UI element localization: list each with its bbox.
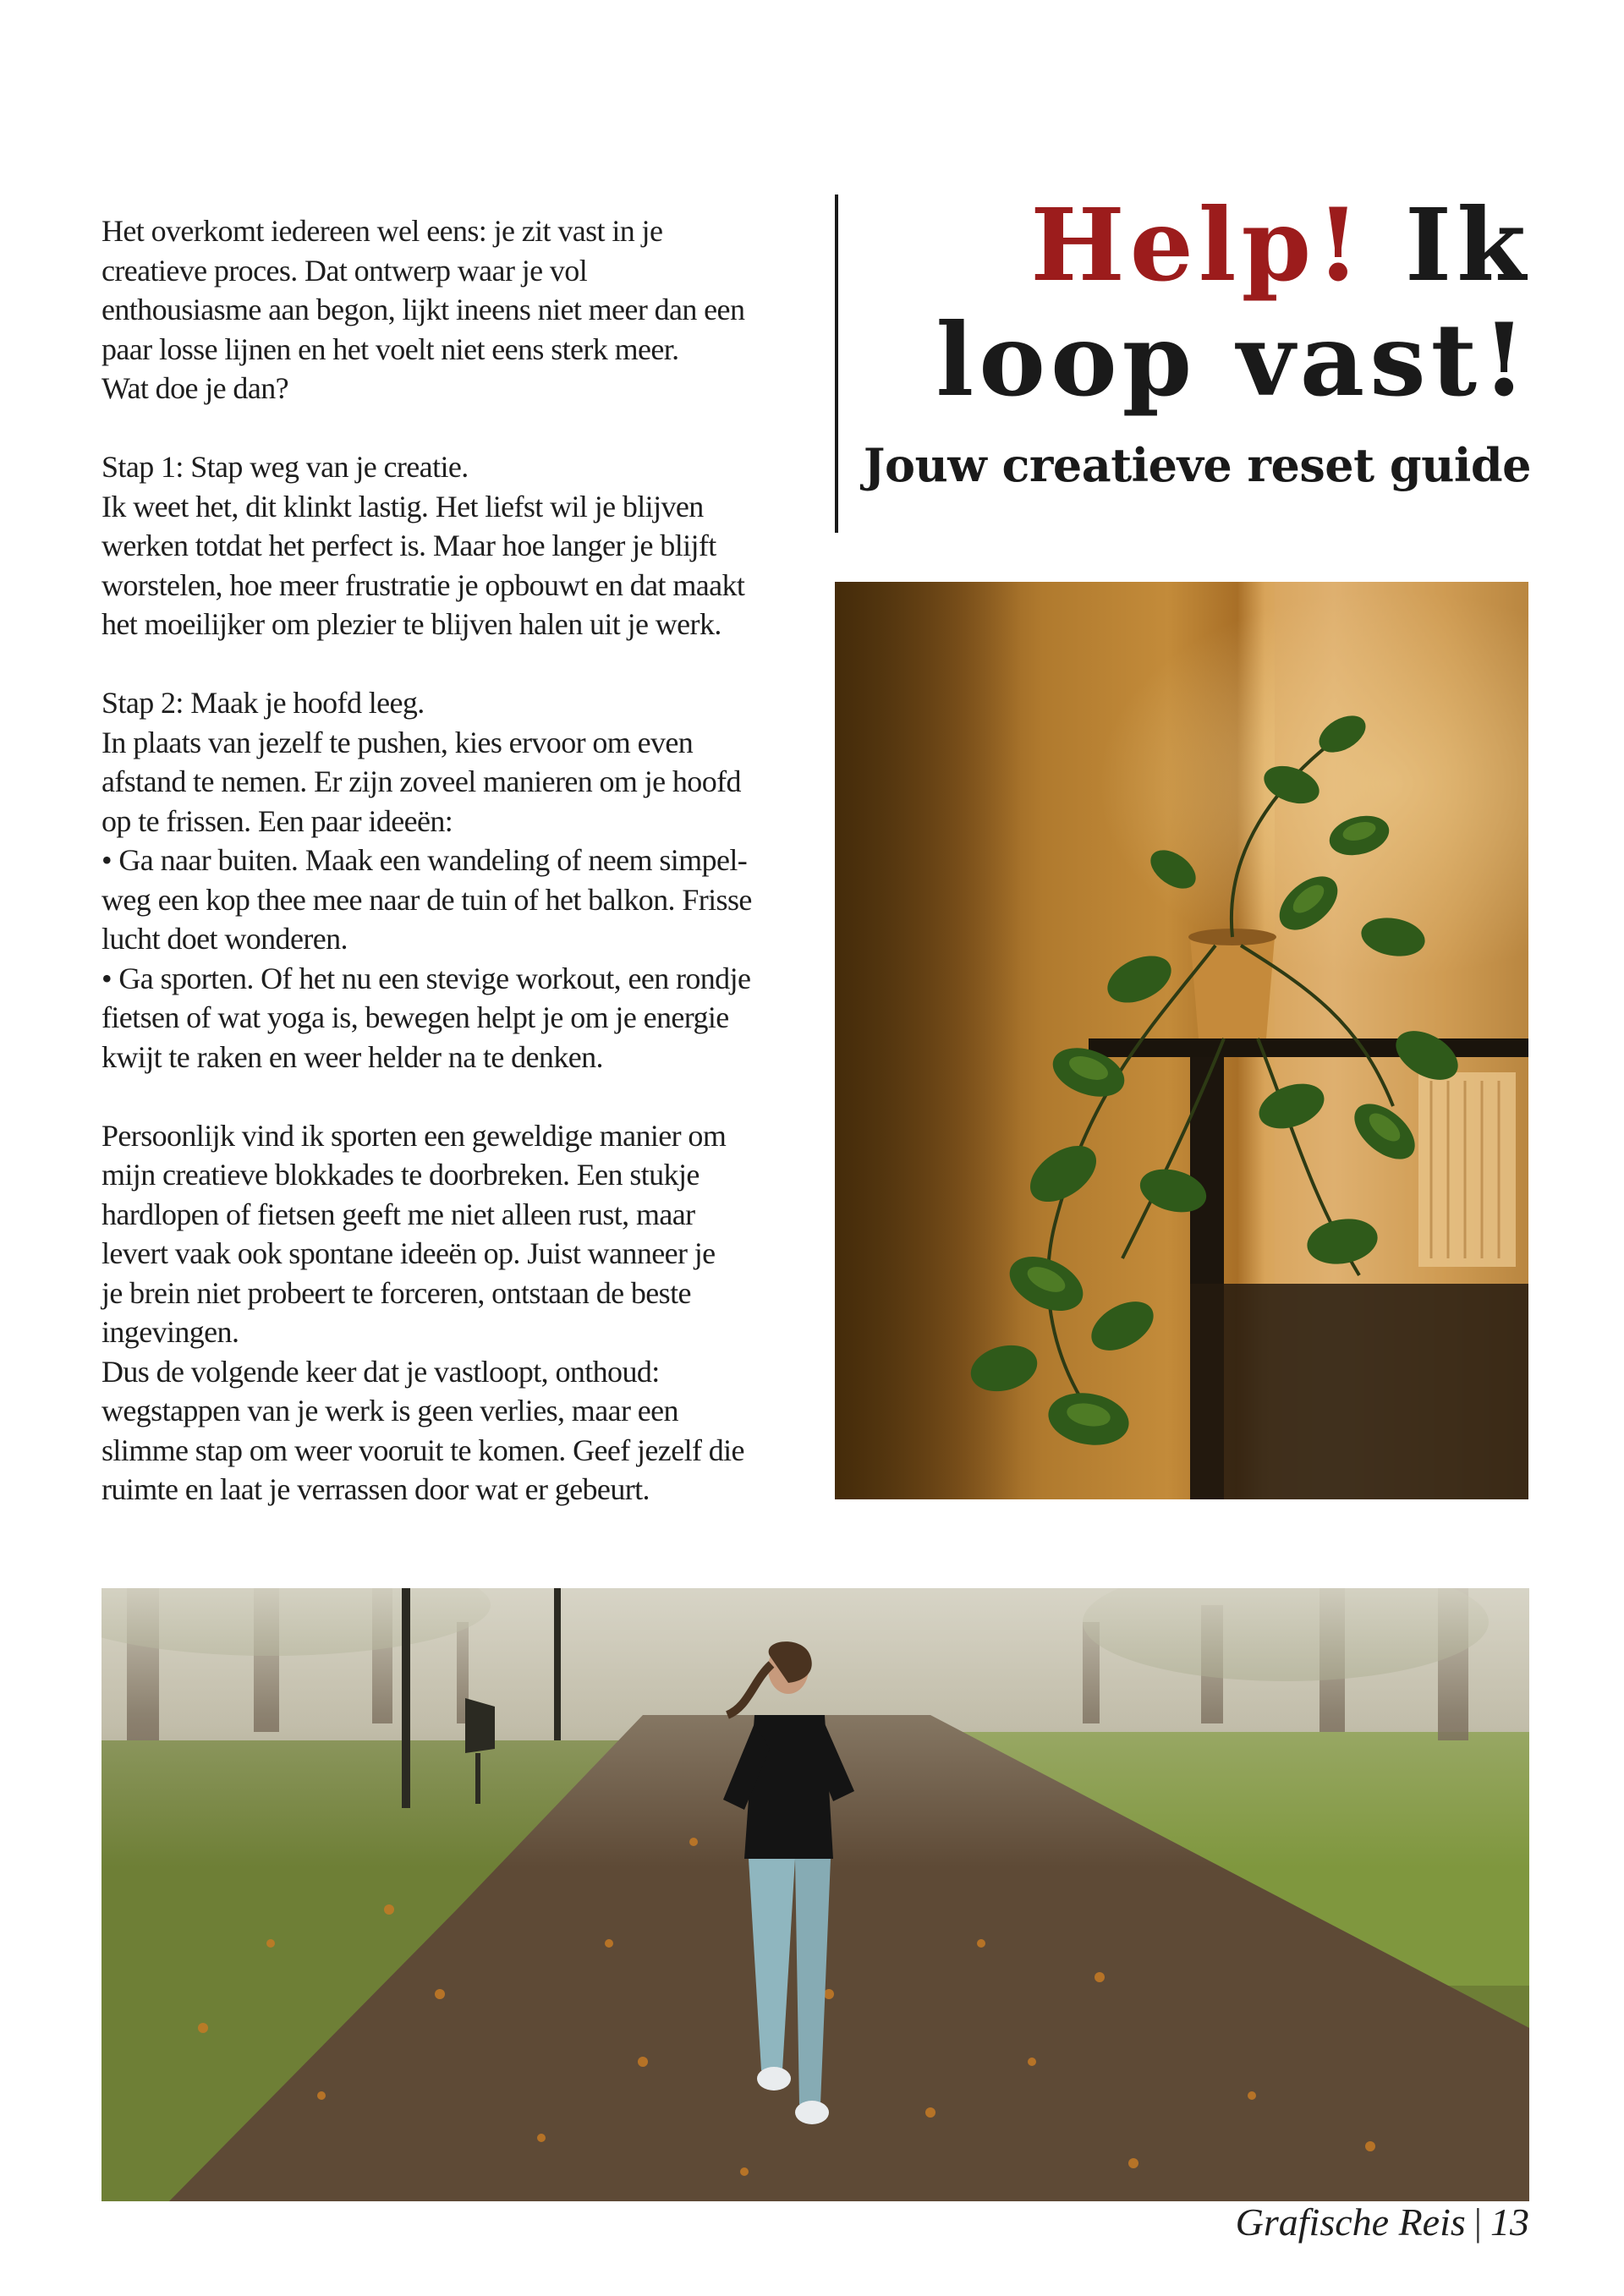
text-line: afstand te nemen. Er zijn zoveel manieren om je hoofd [102, 764, 741, 798]
text-line: fietsen of wat yoga is, bewegen helpt je om je energie [102, 1000, 729, 1034]
text-line: op te frissen. Een paar ideeën: [102, 803, 453, 838]
page-footer [1236, 2199, 1529, 2246]
text-line: Wat doe je dan? [102, 371, 288, 405]
title-word: Ik [1405, 186, 1531, 304]
text-line: levert vaak ook spontane ideeën op. Juist wanneer je [102, 1236, 716, 1270]
magazine-name: Grafische Reis [1235, 2200, 1466, 2244]
text-line: enthousiasme aan begon, lijkt ineens niet meer dan een [102, 293, 745, 326]
text-line: kwijt te raken en weer helder na te denken. [102, 1039, 603, 1074]
article-subtitle: Jouw creatieve reset guide [863, 438, 1531, 492]
intro-paragraph [102, 211, 804, 408]
text-line: paar losse lijnen en het voelt niet eens sterk meer. [102, 332, 679, 366]
text-line: slimme stap om weer vooruit te komen. Geef jezelf die [102, 1433, 744, 1467]
page-number: 13 [1490, 2200, 1529, 2244]
text-line: Dus de volgende keer dat je vastloopt, onthoud: [102, 1354, 660, 1389]
text-line: Stap 2: Maak je hoofd leeg. [102, 686, 425, 720]
text-line: je brein niet probeert te forceren, ontstaan de beste [102, 1275, 691, 1310]
text-line: hardlopen of fietsen geeft me niet alleen rust, maar [102, 1197, 695, 1231]
text-line: creatieve proces. Dat ontwerp waar je vol [102, 253, 588, 288]
article-title [837, 188, 1531, 418]
text-line: mijn creatieve blokkades te doorbreken. Een stukje [102, 1158, 700, 1192]
title-accent: Help! [1030, 186, 1365, 304]
text-line: Persoonlijk vind ik sporten een geweldige manier om [102, 1118, 727, 1153]
text-line: het moeilijker om plezier te blijven halen uit je werk. [102, 607, 721, 641]
running-photo [102, 1588, 1529, 2201]
step1-paragraph [102, 447, 804, 644]
text-line: werken totdat het perfect is. Maar hoe langer je blijft [102, 529, 716, 562]
text-line: Stap 1: Stap weg van je creatie. [102, 450, 469, 484]
title-line-2: loop vast! [935, 301, 1531, 419]
plant-photo [835, 582, 1528, 1499]
text-line: worstelen, hoe meer frustratie je opbouwt en dat maakt [102, 567, 745, 602]
text-line: lucht doet wonderen. [102, 922, 348, 956]
text-line: ruimte en laat je verrassen door wat er gebeurt. [102, 1472, 650, 1506]
plant-illustration [835, 582, 1528, 1499]
step2-paragraph [102, 683, 804, 1077]
text-line: • Ga sporten. Of het nu een stevige workout, een rondje [102, 961, 751, 995]
personal-paragraph [102, 1116, 804, 1510]
runner-illustration [102, 1588, 1529, 2201]
text-line: Het overkomt iedereen wel eens: je zit vast in je [102, 214, 663, 248]
text-line: wegstappen van je werk is geen verlies, maar een [102, 1394, 678, 1427]
article-body [102, 211, 804, 1510]
text-line: ingevingen. [102, 1315, 239, 1349]
text-line: In plaats van jezelf te pushen, kies ervoor om even [102, 725, 694, 759]
footer-separator: | [1473, 2200, 1482, 2244]
text-line: Ik weet het, dit klinkt lastig. Het liefst wil je blijven [102, 489, 704, 523]
text-line: weg een kop thee mee naar de tuin of het balkon. Frisse [102, 882, 752, 917]
text-line: • Ga naar buiten. Maak een wandeling of neem simpel- [102, 843, 748, 877]
